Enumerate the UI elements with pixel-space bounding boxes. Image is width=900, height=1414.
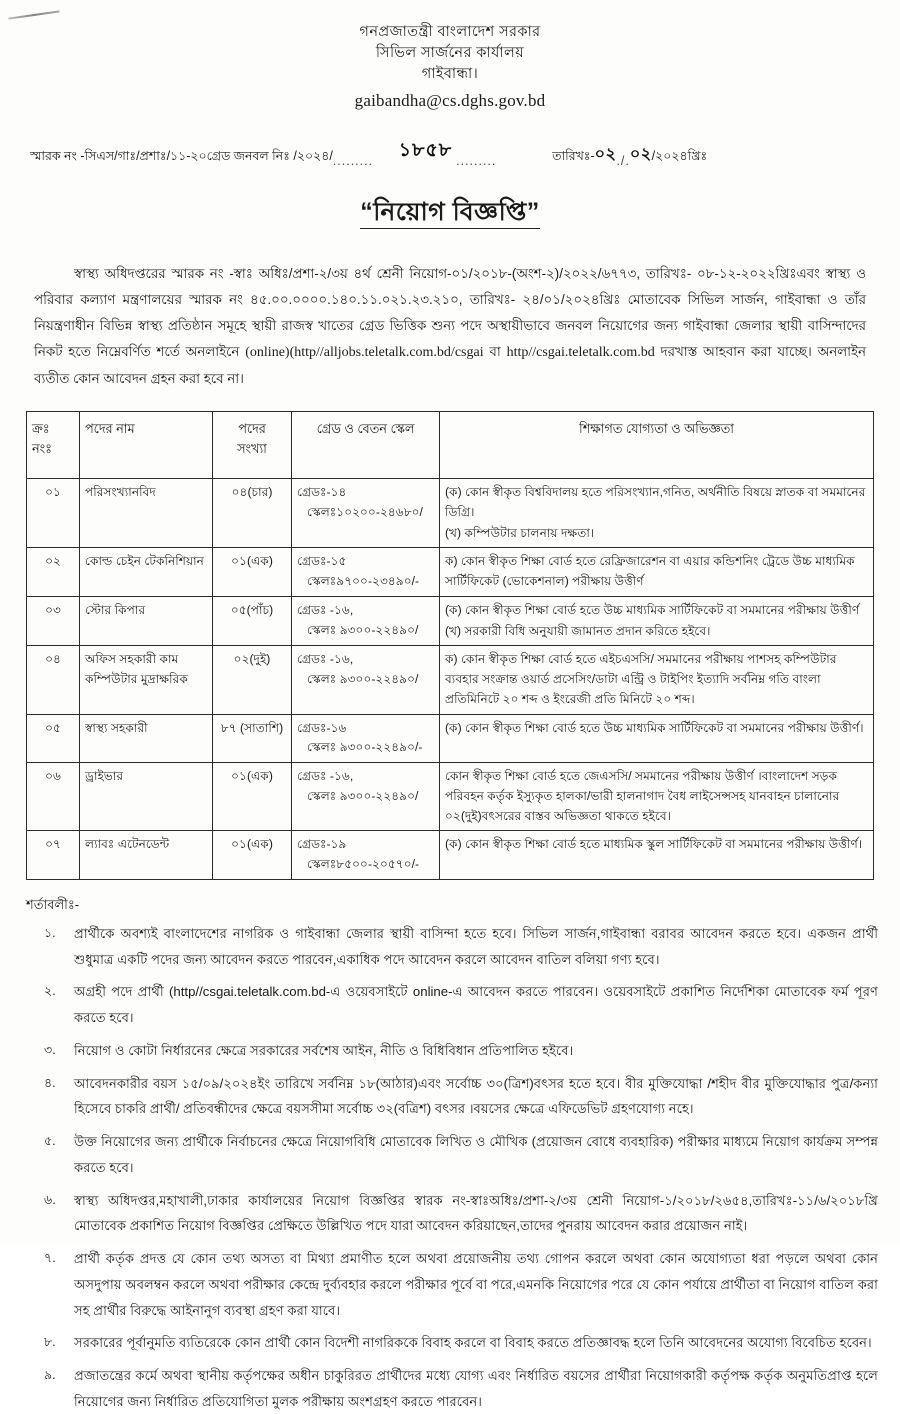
condition-number: ৫. [44, 1134, 56, 1149]
col-header-post-count [213, 411, 292, 478]
cell-qualification [440, 714, 874, 763]
col-header-qualification: শিক্ষাগত যোগ্যতা ও অভিজ্ঞতা [440, 411, 874, 478]
cell-grade-scale [292, 596, 440, 646]
cell-scale: স্কেলঃ ৯৩০০-২২৪৯০/ [307, 622, 419, 637]
col-header-grade-scale: গ্রেড ও বেতন স্কেল [292, 411, 440, 478]
cell-post-name: ল্যাবঃ এটেনডেন্ট [80, 831, 213, 880]
memo-date-year: /২০২৪খ্রিঃ [651, 148, 708, 163]
cell-scale: স্কেলঃ৮৫০০-২০৫৭০/- [307, 857, 420, 872]
cell-scale: স্কেলঃ৯৭০০-২৩৪৯০/- [307, 574, 420, 589]
col-header-post-count-line1: পদের [238, 420, 266, 436]
col-header-serial-line2: নংঃ [32, 441, 52, 457]
condition-number: ৩. [44, 1042, 56, 1057]
cell-grade-scale [292, 714, 440, 763]
condition-number: ৬. [44, 1192, 56, 1207]
condition-item [26, 1038, 878, 1064]
intro-url-secondary: http//csgai.teletalk.com.bd [506, 345, 655, 361]
condition-item [26, 921, 878, 972]
condition-number: ৮. [44, 1335, 56, 1350]
memo-dots-left: ......... [332, 153, 374, 168]
cell-qualification [440, 478, 874, 547]
table-row [27, 831, 874, 880]
condition-item [26, 1071, 878, 1122]
cell-serial: ০২ [27, 548, 80, 597]
intro-url-separator: বা [483, 344, 507, 360]
condition-item [26, 1188, 878, 1239]
intro-text: স্বাস্থ্য অধিদপ্তরের স্মারক নং -স্বাঃ অধিঃ/প্রশা-২/৩য় ৪র্থ শ্রেনী নিয়োগ-০১/২০১৮-(অংশ-২)/২০২২/৬৭৭৩, তারিখঃ- ০৮-১২-২০২২খ্রিঃএবং স্বাস্থ্য ও পরিবার কল্যাণ মন্ত্রণালয়ের স্মারক নং ৪৫.০০.০০০০.১৪০.১১.০২১.২৩.২১০, তারিখঃ- ২৪/০১/২০২৪খ্রিঃ মোতাবেক সিভিল সার্জন, গাইবান্ধা ও তাঁর নিয়ন্ত্রণাধীন বিভিন্ন স্বাস্থ্য প্রতিষ্ঠান সমূহে স্থায়ী রাজস্ব খাতের গ্রেড ভিত্তিক শুন্য পদে অস্থায়ীভাবে জনবল নিয়োগের জন্য গাইবান্ধা জেলার স্থায়ী বাসিন্দাদের নিকট হতে নিম্নেবর্ণিত শর্তে অনলাইনে [34, 265, 866, 360]
cell-grade-scale [292, 548, 440, 597]
qualification-item: ক) কোন স্বীকৃত শিক্ষা বোর্ড হতে রেফ্রিজারেশন বা এয়ার কন্ডিশনিং ট্রেডে উচ্চ মাধ্যমিক সার্টিফিকেট (ভোকেশনাল) পরীক্ষায় উত্তীর্ণ [445, 554, 855, 589]
intro-paragraph [34, 261, 866, 393]
col-header-post-name [80, 411, 213, 478]
table-row [27, 478, 874, 547]
table-row [27, 646, 874, 714]
condition-text: উক্ত নিয়োগের জন্য প্রার্থীকে নির্বাচনের ক্ষেত্রে নিয়োগবিধি মোতাবেক লিখিত ও মৌখিক (প্রয়োজন বোধে ব্যবহারিক) পরীক্ষার মাধ্যমে নিয়োগ কার্যক্রম সম্পন্ন করতে হবে। [74, 1134, 878, 1175]
table-row [27, 548, 874, 597]
condition-item [26, 1363, 878, 1414]
condition-item [26, 1129, 878, 1180]
cell-serial: ০১ [27, 478, 80, 547]
condition-number: ৭. [44, 1251, 56, 1266]
condition-text: প্রার্থী কর্তৃক প্রদত্ত যে কোন তথ্য অসত্য বা মিথ্যা প্রমাণীত হলে অথবা প্রয়োজনীয় তথ্য গোপন করলে অথবা কোন অযোগ্যতা ধরা পড়লে অথবা কোন অসদুপায় অবলম্বন করলে অথবা পরীক্ষার কেন্দ্রে দুর্ব্যবহার করলে পরীক্ষার পূর্বে বা পরে,এমনকি নিয়োগের পরে যে কোন পর্যায়ে প্রার্থীতা বা নিয়োগ বাতিল করা সহ প্রার্থীর বিরুদ্ধে আইনানুগ ব্যবস্থা গ্রহণ করা যাবে। [74, 1251, 878, 1318]
col-header-post-name-text: পদের নাম [85, 420, 135, 436]
cell-qualification [440, 763, 874, 831]
intro-url-primary: (online)(http//alljobs.teletalk.com.bd/csgai [245, 345, 484, 361]
cell-post-count: ০১(এক) [213, 831, 292, 880]
conditions-heading: শর্তাবলীঃ- [26, 897, 80, 912]
table-row [27, 763, 874, 831]
cell-grade: গ্রেডঃ -১৬, [297, 652, 354, 667]
cell-qualification [440, 831, 874, 880]
cell-post-count: ০১(এক) [213, 763, 292, 831]
condition-number: ১. [44, 926, 56, 940]
office-email: gaibandha@cs.dghs.gov.bd [354, 91, 546, 111]
condition-number: ২. [44, 984, 56, 999]
col-header-serial-line1: ক্রঃ [32, 420, 50, 436]
cell-grade: গ্রেডঃ-১৪ [297, 484, 347, 499]
memo-date-day: ০২ [594, 143, 617, 163]
cell-grade-scale [292, 646, 440, 714]
page-title [0, 192, 900, 235]
conditions-list [26, 921, 878, 1414]
memo-date-month: ০২ [629, 143, 652, 163]
cell-qualification [440, 646, 874, 714]
memo-date-slash-1: ./. [616, 153, 630, 168]
memo-date-label: তারিখঃ- [552, 148, 595, 163]
table-row [27, 714, 874, 763]
condition-item [26, 979, 878, 1030]
cell-post-count: ৮৭ (সাতাশি) [213, 714, 292, 763]
cell-grade: গ্রেডঃ-১৬ [297, 720, 347, 735]
qualification-item: (খ) সরকারী বিধি অনুযায়ী জামানত প্রদান করিতে হইবে। [445, 623, 711, 638]
office-name: সিভিল সার্জনের কার্যালয় [375, 45, 525, 62]
cell-scale: স্কেলঃ১০২০০-২৪৬৮০/ [307, 504, 423, 519]
condition-text: অগ্রহী পদে প্রার্থী (http//csgai.teletalk.com.bd-এ ওয়েবসাইটে online-এ আবেদন করতে পারবেন। ওয়েবসাইটে প্রকাশিত নির্দেশিকা মোতাবেক ফর্ম পূরণ করতে হবে। [74, 984, 878, 1026]
vacancy-table [26, 411, 874, 880]
table-header-row [27, 411, 874, 478]
table-row [27, 596, 874, 646]
cell-qualification [440, 596, 874, 646]
cell-serial: ০৬ [27, 763, 80, 831]
letterhead [0, 0, 900, 114]
cell-post-name: স্টোর কিপার [80, 596, 213, 646]
cell-grade: গ্রেডঃ -১৬, [297, 769, 354, 784]
qualification-item: (ক) কোন স্বীকৃত বিশ্ববিদালয় হতে পরিসংখ্যান,গনিত, অর্থনীতি বিষয়ে স্নাতক বা সমমানের ডিগ্রি। [445, 484, 866, 519]
condition-text: স্বাস্থ্য অধিদপ্তর,মহাখালী,ঢাকার কার্যালয়ের নিয়োগ বিজ্ঞপ্তির স্বারক নং-স্বাঃঅধিঃ/প্রশা-২/৩য় শ্রেনী নিয়োগ-১/২০১৮/২৬৫৪,তারিখঃ-১১/৬/২০১৮খ্রি মোতাবেক প্রকাশিত নিয়োগ বিজ্ঞপ্তির প্রেক্ষিতে উল্লিখিত পদে যারা আবেদন করিয়াছেন,তাদের পুনরায় আবেদন করার প্রয়োজন নাই। [74, 1192, 878, 1234]
qualification-item: ক) কোন স্বীকৃত শিক্ষা বোর্ড হতে এইচএসসি/ সমমানের পরীক্ষায় পাশসহ কম্পিউটার ব্যবহার সংক্রান্ত ওয়ার্ড প্রসেসিং/ডাটা এন্ট্রি ও টাইপিং ইত্যাদি সর্বনিম্ন গতি বাংলা প্রতিমিনিটে ২০ শব্দ ও ইংরেজী প্রতি মিনিটে ২০ শব্দ। [445, 652, 837, 706]
cell-serial: ০৪ [27, 646, 80, 714]
cell-post-name: কোল্ড চেইন টেকনিশিয়ান [80, 548, 213, 597]
cell-post-name: পরিসংখ্যানবিদ [80, 478, 213, 547]
table-header [27, 411, 874, 478]
cell-post-count: ০৫(পাঁচ) [213, 596, 292, 646]
cell-scale: স্কেলঃ ৯৩০০-২২৪৯০/ [307, 672, 419, 687]
col-header-post-count-line2: সংখ্যা [237, 441, 267, 457]
district-name: গাইবান্ধা। [421, 66, 479, 83]
memo-line [30, 136, 870, 168]
cell-post-name: স্বাস্থ্য সহকারী [80, 714, 213, 763]
condition-number: ৯. [44, 1368, 56, 1383]
condition-text: নিয়োগ ও কোটা নির্ধারনের ক্ষেত্রে সরকারের সর্বশেষ আইন, নীতি ও বিধিবিধান প্রতিপালিত হইবে। [74, 1042, 574, 1058]
condition-item [26, 1246, 878, 1323]
condition-text: প্রজাতন্ত্রের কর্মে অথবা স্থানীয় কর্তৃপক্ষের অধীন চাকুরিরত প্রার্থীদের মধ্যে যোগ্য এবং নির্ধারিত বয়সের প্রার্থীরা নিয়োগকারী কর্তৃপক্ষ কর্তৃক অনুমতিপ্রাপ্ত হলে নিয়োগের জন্য নির্ধারিত প্রতিযোগিতা মুলক পরীক্ষায় অংশগ্রহণ করতে পারবেন। [74, 1368, 878, 1409]
memo-dots-right: ......... [456, 153, 497, 168]
table-body [27, 478, 874, 879]
cell-serial: ০৫ [27, 714, 80, 763]
cell-serial: ০৭ [27, 831, 80, 880]
cell-grade: গ্রেডঃ-১৯ [297, 837, 347, 852]
cell-qualification [440, 548, 874, 597]
qualification-item: (ক) কোন স্বীকৃত শিক্ষা বোর্ড হতে উচ্চ মাধ্যমিক সার্টিফিকেট বা সমমানের পরীক্ষায় উত্তীর্ণ [445, 602, 860, 617]
cell-grade-scale [292, 763, 440, 831]
condition-item [26, 1330, 878, 1356]
cell-post-name: ড্রাইভার [80, 763, 213, 831]
cell-grade: গ্রেডঃ -১৬, [297, 602, 354, 617]
cell-post-count: ০১(এক) [213, 548, 292, 597]
cell-grade-scale [292, 478, 440, 547]
col-header-serial [27, 411, 80, 478]
intro-text-end: দরখাস্ত আহবান করা যাচ্ছে। অনলাইন ব্যতীত কোন আবেদন গ্রহন করা হবে না। [34, 344, 867, 387]
qualification-item: (ক) কোন স্বীকৃত শিক্ষা বোর্ড হতে উচ্চ মাধ্যমিক সার্টিফিকেট বা সমমানের পরীক্ষায় উত্তীর্ণ। [445, 720, 864, 735]
cell-post-name: অফিস সহকারী কাম কম্পিউটার মুদ্রাক্ষরিক [80, 646, 213, 714]
page-title-text: “নিয়োগ বিজ্ঞপ্তি” [360, 198, 540, 229]
cell-post-count: ০৪(চার) [213, 478, 292, 547]
cell-grade-scale [292, 831, 440, 880]
qualification-item: কোন স্বীকৃত শিক্ষা বোর্ড হতে জেএসসি/ সমমানের পরীক্ষায় উত্তীর্ণ ।বাংলাদেশ সড়ক পরিবহন কর্তৃক ইস্যুকৃত হালকা/ভারী হালনাগাদ বৈধ লাইসেন্সসহ যানবাহন চালানোর ০২(দুই)বৎসরের বাস্তব অভিজ্ঞতা থাকতে হইবে। [445, 769, 840, 823]
qualification-item: (ক) কোন স্বীকৃত শিক্ষা বোর্ড হতে মাধ্যমিক স্কুল সার্টিফিকেট বা সমমানের পরীক্ষায় উত্তীর্ণ। [445, 837, 863, 852]
condition-text: সরকারের পূর্বানুমতি ব্যতিরেকে কোন প্রার্থী কোন বিদেশী নাগরিককে বিবাহ করলে বা বিবাহ করতে প্রতিজ্ঞাবদ্ধ হলে তিনি আবেদনের অযোগ্য বিবেচিত হবেন। [74, 1335, 872, 1351]
condition-text: প্রার্থীকে অবশ্যই বাংলাদেশের নাগরিক ও গাইবান্ধা জেলার স্থায়ী বাসিন্দা হতে হবে। সিভিল সার্জন,গাইবান্ধা বরাবর আবেদন করতে হবে। একজন প্রার্থী শুধুমাত্র একটি পদের জন্য আবেদন করতে পারবেন,একাধিক পদে আবেদন করলে আবেদন বাতিল বলিয়া গণ্য হবে। [74, 926, 878, 967]
condition-text: আবেদনকারীর বয়স ১৫/০৯/২০২৪ইং তারিখে সর্বনিম্ন ১৮(আঠার)এবং সর্বোচ্চ ৩০(ত্রিশ)বৎসর হতে হবে। বীর মুক্তিযোদ্ধা /শহীদ বীর মুক্তিযোদ্ধার পুত্র/কন্যা হিসেবে চাকরি প্রার্থী/ প্রতিবন্ধীদের ক্ষেত্রে বয়সসীমা সর্বোচ্চ ৩২(বত্রিশ) বৎসর ।বয়সের ক্ষেত্রে এফিডেভিট গ্রহণযোগ্য নহে। [74, 1075, 878, 1117]
memo-number-handwritten: ১৮৫৮ [398, 138, 453, 161]
condition-number: ৪. [44, 1075, 56, 1090]
cell-scale: স্কেলঃ ৯৩০০-২২৪৯০/ [307, 788, 419, 803]
memo-number-label: স্মারক নং -সিএস/গাঃ/প্রশাঃ/১১-২০গ্রেড জনবল নিঃ /২০২৪/ [30, 148, 333, 163]
cell-post-count: ০২(দুই) [213, 646, 292, 714]
government-name: গনপ্রজাতন্ত্রী বাংলাদেশ সরকার [359, 24, 541, 40]
cell-grade: গ্রেডঃ-১৫ [297, 554, 347, 569]
cell-scale: স্কেলঃ ৯৩০০-২২৪৯০/- [307, 740, 423, 755]
qualification-item: (খ) কম্পিউটার চালনায় দক্ষতা। [445, 525, 595, 540]
cell-serial: ০৩ [27, 596, 80, 646]
